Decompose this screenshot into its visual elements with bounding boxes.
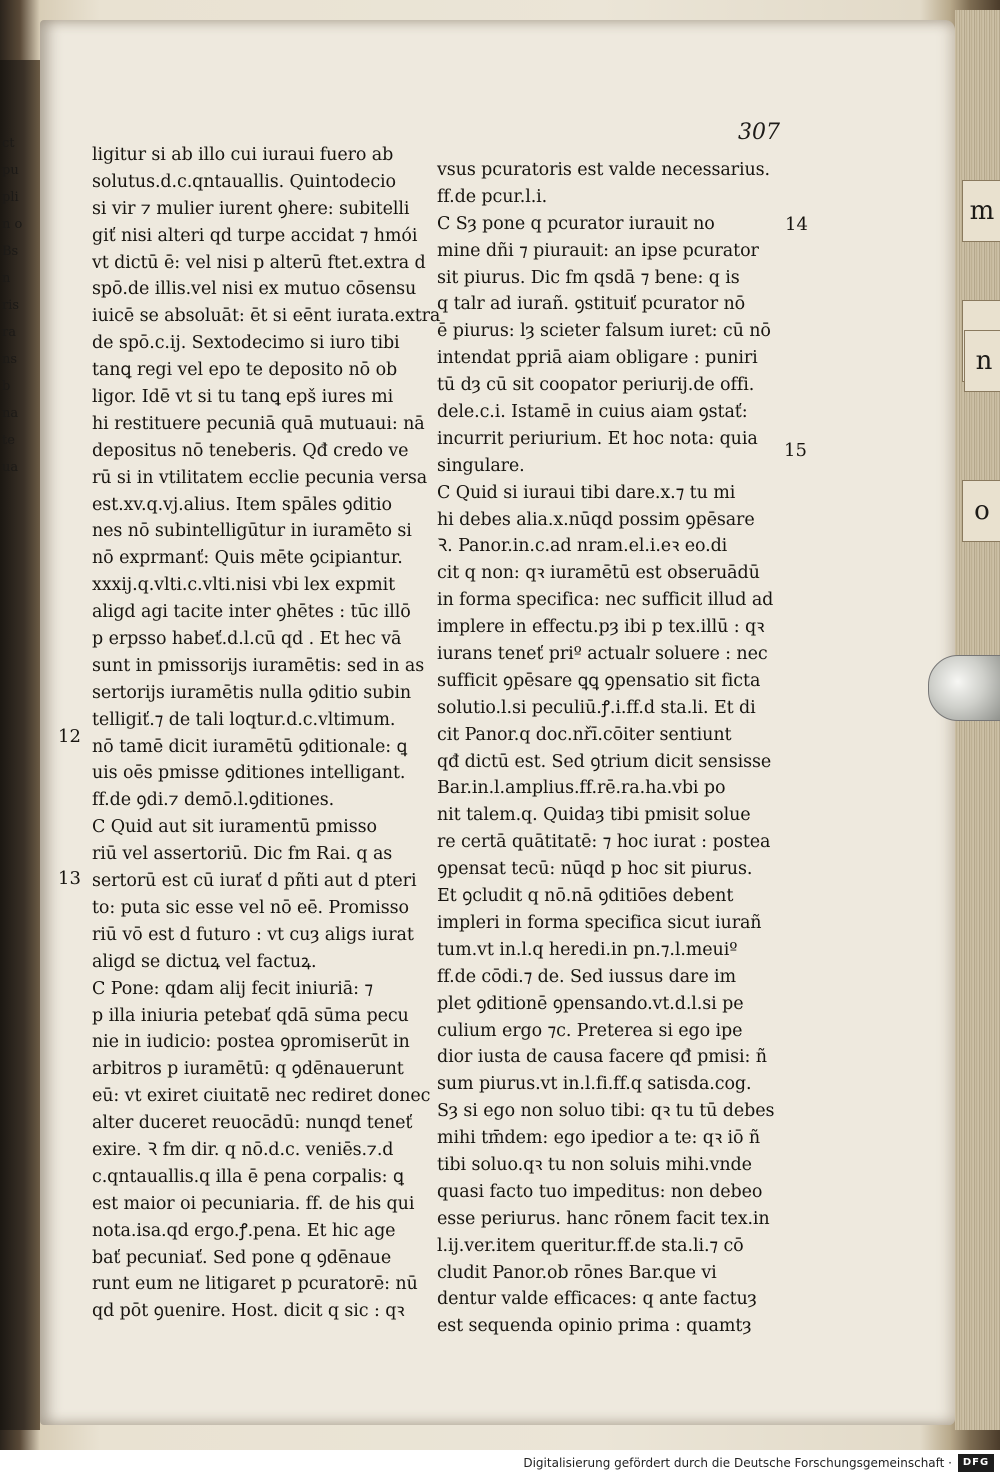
index-tab: n xyxy=(964,330,1000,392)
marginal-number: 13 xyxy=(58,868,81,889)
text-line: nes nō subintelligūtur in iuramēto si xyxy=(92,521,412,542)
text-line: alter duceret reuocādū: nunqd teneť xyxy=(92,1113,413,1134)
index-tab: m xyxy=(962,180,1000,242)
text-line: uis oēs pmisse ꝯditiones intelligant. xyxy=(92,763,406,784)
text-line: mine dñi ⁊ piurauit: an ipse pcurator xyxy=(437,240,759,261)
text-line: riū vel assertoriū. Dic fm Rai. q as xyxy=(92,844,393,865)
text-line: sertorū est cū iurať d pñti aut d pteri xyxy=(92,871,417,892)
text-line: qđ dictū est. Sed ꝯtrium dicit sensisse xyxy=(437,751,772,772)
text-line: giť nisi alteri qd turpe accidat ⁊ hmói xyxy=(92,225,418,246)
text-line: C Sȝ pone q pcurator iurauit no xyxy=(437,213,715,234)
text-line: nota.isa.qd ergo.ꝭ.pena. Et hic age xyxy=(92,1220,396,1241)
text-line: est.xv.q.vj.alius. Item spāles ꝯditio xyxy=(92,494,392,515)
text-line: exire. Ꝛ fm dir. q nō.d.c. veniēs.⁊.d xyxy=(92,1139,394,1160)
text-line: tum.vt in.l.q heredi.in pn.⁊.l.meuiº xyxy=(437,939,738,960)
text-line: cit Panor.q doc.nřī.cōiter sentiunt xyxy=(437,724,732,745)
index-tab: o xyxy=(962,480,1000,542)
text-line: solutus.d.c.qntauallis. Quintodecio xyxy=(92,171,396,192)
left-fragment-line: n o xyxy=(2,217,23,232)
text-line: dior iusta de causa facere qđ pmisi: ñ xyxy=(437,1047,767,1068)
left-fragment-line: ns xyxy=(2,352,18,367)
text-line: ꝯpensat tecū: nūqd p hoc sit piurus. xyxy=(437,859,753,880)
left-fragment-line: ra xyxy=(2,325,16,340)
text-line: implere in effectu.pȝ ibi p tex.illū : qꝛ xyxy=(437,617,765,638)
left-fragment-line: na xyxy=(2,406,19,421)
page-clip xyxy=(928,655,1000,721)
left-fragment-line: pli xyxy=(2,190,19,205)
text-line: aligd agi tacite inter ꝯhētes : tūc illō xyxy=(92,602,411,623)
text-line: nō exprmanť: Quis mēte ꝯcipiantur. xyxy=(92,548,403,569)
text-line: tanꝗ regi vel epo te deposito nō ob xyxy=(92,360,398,381)
left-fragment-line: te xyxy=(2,433,15,448)
text-line: Bar.in.l.amplius.ff.rē.ra.ha.vbi po xyxy=(437,778,726,799)
text-line: sum piurus.vt in.l.fi.ff.q satisda.cog. xyxy=(437,1074,752,1095)
text-line: si vir ⁊ mulier iurent ꝯhere: subitelli xyxy=(92,198,410,219)
marginal-number: 12 xyxy=(58,726,81,747)
left-fragment-line: Bs xyxy=(2,244,19,259)
text-line: cit q non: qꝛ iuramētū est obseruādū xyxy=(437,563,760,584)
text-line: Et ꝯcludit q nō.nā ꝯditiōes debent xyxy=(437,886,734,907)
text-line: esse periurus. hanc rōnem facit tex.in xyxy=(437,1208,770,1229)
text-line: riū vō est d futuro : vt cuȝ aligs iurat xyxy=(92,924,414,945)
text-line: nit talem.q. Quidaȝ tibi pmisit solue xyxy=(437,805,751,826)
folio-number: 307 xyxy=(738,120,780,145)
text-line: sit piurus. Dic fm qsdā ⁊ bene: q is xyxy=(437,267,740,288)
text-line: ligor. Idē vt si tu tanꝗ epš iures mi xyxy=(92,387,394,408)
text-line: rū si in vtilitatem ecclie pecunia versa xyxy=(92,467,428,488)
left-page-fragment xyxy=(2,130,36,481)
text-line: incurrit periurium. Et hoc nota: quia xyxy=(437,428,758,449)
text-line: C Pone: qdam alij fecit iniuriā: ⁊ xyxy=(92,978,373,999)
text-line: quasi facto tuo impeditus: non debeo xyxy=(437,1181,763,1202)
text-line: qd pōt ꝯuenire. Host. dicit q sic : qꝛ xyxy=(92,1301,405,1322)
text-line: sunt in pmissorijs iuramētis: sed in as xyxy=(92,655,425,676)
text-line: runt eum ne litigaret p pcuratorē: nū xyxy=(92,1274,418,1295)
left-fragment-line: b xyxy=(2,379,11,394)
text-line: cludit Panor.ob rōnes Bar.que vi xyxy=(437,1262,717,1283)
text-line: culium ergo ⁊c. Preterea si ego ipe xyxy=(437,1020,743,1041)
text-line: p illa iniuria petebať qdā sūma pecu xyxy=(92,1005,409,1026)
text-line: mihi tm̄dem: ego ipedior a te: qꝛ iō ñ xyxy=(437,1128,761,1149)
text-line: iurans teneť priº actualr soluere : nec xyxy=(437,644,768,665)
text-line: telligiť.⁊ de tali loqtur.d.c.vltimum. xyxy=(92,709,396,730)
text-line: iuicē se absoluāt: ēt si eēnt iurata.extra xyxy=(92,306,441,327)
text-line: tū dȝ cū sit coopator periurij.de offi. xyxy=(437,375,755,396)
text-line: est maior oi pecuniaria. ff. de his qui xyxy=(92,1193,415,1214)
text-line: impleri in forma specifica sicut iurañ xyxy=(437,912,762,933)
footer-bar xyxy=(0,1450,1000,1477)
text-line: sufficit ꝯpēsare ꝗꝗ ꝯpensatio sit ficta xyxy=(437,670,761,691)
text-line: re certā quātitatē: ⁊ hoc iurat : postea xyxy=(437,832,771,853)
text-line: l.ij.ver.item queritur.ff.de sta.li.⁊ cō xyxy=(437,1235,744,1256)
text-line: spō.de illis.vel nisi ex mutuo cōsensu xyxy=(92,279,417,300)
text-line: intendat ppriā aiam obligare : puniri xyxy=(437,348,758,369)
text-line: p erpsso habeť.d.l.cū qd . Et hec vā xyxy=(92,629,402,650)
text-line: C Quid si iuraui tibi dare.x.⁊ tu mi xyxy=(437,482,736,503)
text-line: xxxij.q.vlti.c.vlti.nisi vbi lex expmit xyxy=(92,575,396,596)
text-line: vt dictū ē: vel nisi p alterū ftet.extra d xyxy=(92,252,426,273)
text-line: est sequenda opinio prima : quamtȝ xyxy=(437,1316,752,1337)
text-column-left xyxy=(92,142,441,1325)
text-line: sertorijs iuramētis nulla ꝯditio subin xyxy=(92,682,412,703)
left-fragment-line: pu xyxy=(2,163,19,178)
text-line: depositus nō teneberis. Qđ credo ve xyxy=(92,440,409,461)
text-line: c.qntauallis.q illa ē pena corpalis: ꝗ xyxy=(92,1166,404,1187)
left-page-edge xyxy=(0,60,40,1430)
text-line: ē piurus: lȝ scieter falsum iuret: cū nō xyxy=(437,321,771,342)
left-fragment-line: ua xyxy=(2,460,19,475)
text-line: arbitros p iuramētū: q ꝯdēnauerunt xyxy=(92,1059,404,1080)
text-line: ff.de cōdi.⁊ de. Sed iussus dare im xyxy=(437,966,737,987)
text-line: hi debes alia.x.nūqd possim ꝯpēsare xyxy=(437,509,755,530)
left-fragment-line: n xyxy=(2,271,11,286)
text-line: Ꝛ. Panor.in.c.ad nram.el.i.eꝛ eo.di xyxy=(437,536,728,557)
text-line: dentur valde efficaces: q ante factuȝ xyxy=(437,1289,757,1310)
text-line: tibi soluo.qꝛ tu non soluis mihi.vnde xyxy=(437,1154,752,1175)
text-line: eū: vt exiret ciuitatē nec rediret donec xyxy=(92,1086,431,1107)
funding-credit: Digitalisierung gefördert durch die Deutsche Forschungsgemeinschaft · xyxy=(523,1456,952,1470)
text-line: de spō.c.ij. Sextodecimo si iuro tibi xyxy=(92,333,400,354)
text-line: ff.de ꝯdi.⁊ demō.l.ꝯditiones. xyxy=(92,790,335,811)
text-line: Sȝ si ego non soluo tibi: qꝛ tu tū debes xyxy=(437,1101,775,1122)
text-line: q talr ad iurañ. ꝯstituiť pcurator nō xyxy=(437,294,746,315)
text-line: ligitur si ab illo cui iuraui fuero ab xyxy=(92,145,394,165)
text-line: in forma specifica: nec sufficit illud ad xyxy=(437,590,774,611)
text-line: solutio.l.si peculiū.ꝭ.i.ff.d sta.li. Et di xyxy=(437,697,756,718)
text-line: vsus pcuratoris est valde necessarius. xyxy=(437,160,770,180)
text-line: nō tamē dicit iuramētū ꝯditionale: ꝗ xyxy=(92,736,408,757)
marginal-number: 15 xyxy=(784,440,807,461)
text-line: C Quid aut sit iuramentū pmisso xyxy=(92,817,377,838)
marginal-number: 14 xyxy=(785,214,808,235)
dfg-logo: DFG xyxy=(958,1454,994,1472)
text-line: to: puta sic esse vel nō eē. Promisso xyxy=(92,897,409,918)
text-line: singulare. xyxy=(437,455,525,476)
text-line: hi restituere pecuniā quā mutuaui: nā xyxy=(92,413,425,434)
left-fragment-line: ris xyxy=(2,298,20,313)
text-line: aligd se dictuꝝ vel factuꝝ. xyxy=(92,951,317,972)
text-line: dele.c.i. Istamē in cuius aiam ꝯstať: xyxy=(437,402,748,423)
text-line: plet ꝯditionē ꝯpensando.vt.d.l.si pe xyxy=(437,993,744,1014)
text-column-right xyxy=(437,157,792,1340)
text-line: ff.de pcur.l.i. xyxy=(437,186,548,207)
left-fragment-line: ct xyxy=(2,136,15,151)
text-line: nie in iudicio: postea ꝯpromiserūt in xyxy=(92,1032,410,1053)
text-line: bať pecuniať. Sed pone q ꝯdēnaue xyxy=(92,1247,392,1268)
